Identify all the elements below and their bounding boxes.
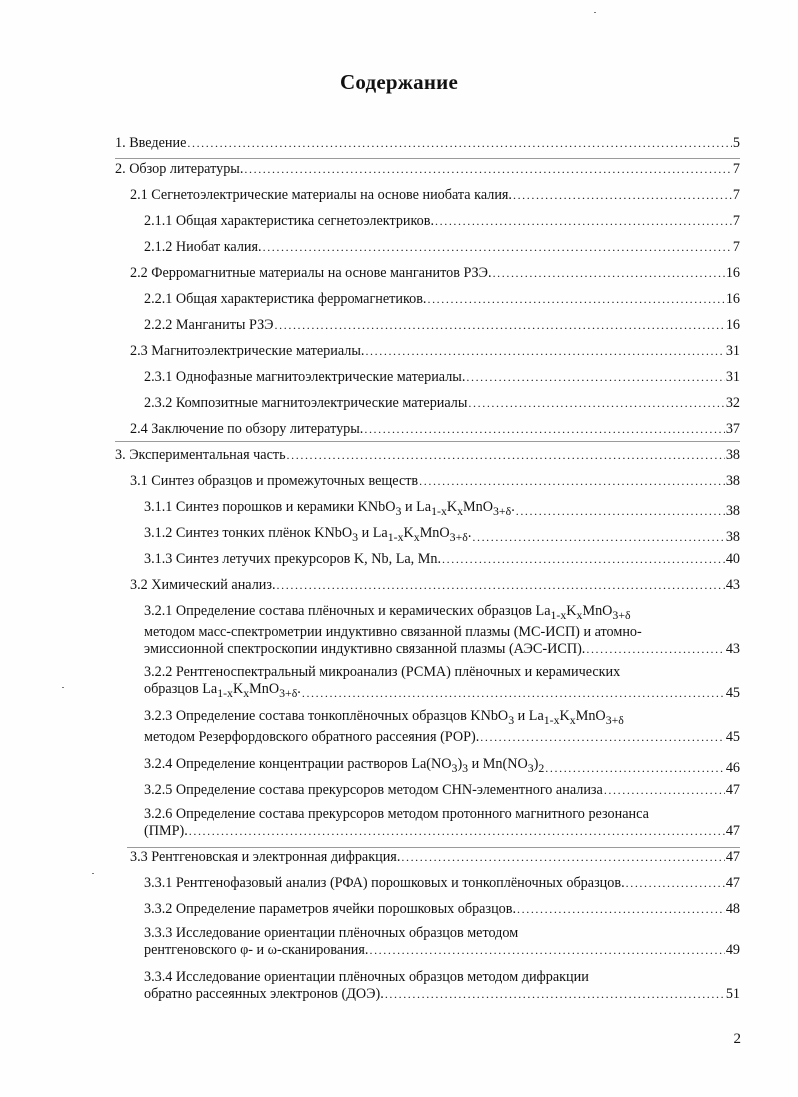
toc-page: 7 xyxy=(732,187,740,203)
toc-page: 38 xyxy=(725,502,740,519)
toc-label: 3.1.2 Синтез тонких плёнок KNbO$_3$ и $La_{1-x}K_xMnO_{3+\delta}$. xyxy=(144,525,472,544)
leader-dots xyxy=(466,369,724,386)
toc-entry[interactable] xyxy=(144,782,740,799)
leader-dots xyxy=(586,641,724,658)
leader-dots xyxy=(545,760,725,777)
toc-entry[interactable] xyxy=(144,969,740,1003)
toc-page: 46 xyxy=(725,759,740,776)
toc-page: 32 xyxy=(725,395,740,411)
toc-page: 43 xyxy=(725,640,740,657)
toc-entry[interactable] xyxy=(144,925,740,959)
toc-page: 37 xyxy=(725,421,740,437)
toc-label: 3.2.4 Определение концентрации растворов $La(NO_3)_3$ и $Mn(NO_3)_2$ xyxy=(144,756,545,775)
toc-page: 49 xyxy=(725,942,740,958)
toc-label: 2.3 Магнитоэлектрические материалы. xyxy=(130,343,365,359)
leader-dots xyxy=(244,161,732,178)
toc-entry[interactable] xyxy=(144,525,740,546)
leader-dots xyxy=(626,875,725,892)
toc-label: 2.2.1 Общая характеристика ферромагнетиков. xyxy=(144,291,427,307)
leader-dots xyxy=(263,239,732,256)
toc-entry[interactable] xyxy=(144,603,740,658)
toc-entry[interactable] xyxy=(130,849,740,866)
toc-entry[interactable] xyxy=(130,421,740,438)
leader-dots xyxy=(419,473,725,490)
leader-dots xyxy=(427,291,724,308)
toc-label: 3.1 Синтез образцов и промежуточных веществ xyxy=(130,473,419,489)
toc-label: 3. Экспериментальная часть xyxy=(115,447,286,463)
toc-entry[interactable] xyxy=(144,664,740,702)
toc-entry[interactable] xyxy=(115,135,740,152)
toc-label: эмиссионной спектроскопии индуктивно связанной плазмы (АЭС-ИСП). xyxy=(144,640,586,657)
leader-dots xyxy=(517,901,725,918)
leader-dots xyxy=(516,503,725,520)
toc-entry[interactable] xyxy=(130,577,740,594)
toc-label: 3.1.1 Синтез порошков и керамики KNbO$_3$ и $La_{1-x}K_xMnO_{3+\delta}$. xyxy=(144,499,515,518)
toc-page: 31 xyxy=(725,369,740,385)
toc-entry[interactable] xyxy=(130,187,740,204)
leader-dots xyxy=(189,823,725,840)
toc-label-line: 3.2.6 Определение состава прекурсоров методом протонного магнитного резонанса xyxy=(144,806,649,822)
toc-entry[interactable] xyxy=(144,756,740,777)
toc-page: 5 xyxy=(732,135,740,151)
toc-label: 3.3.2 Определение параметров ячейки порошковых образцов. xyxy=(144,901,517,917)
leader-dots xyxy=(472,529,724,546)
toc-entry[interactable] xyxy=(144,499,740,520)
toc-entry[interactable] xyxy=(115,447,740,464)
toc-entry[interactable] xyxy=(130,265,740,282)
toc-label: 2.1 Сегнетоэлектрические материалы на основе ниобата калия. xyxy=(130,187,512,203)
toc-entry[interactable] xyxy=(130,343,740,360)
toc-page: 16 xyxy=(725,317,740,333)
leader-dots xyxy=(468,395,724,412)
toc-label: образцов $La_{1-x}K_xMnO_{3+\delta}$. xyxy=(144,681,301,700)
toc-page: 16 xyxy=(725,291,740,307)
toc-page: 45 xyxy=(725,728,740,745)
leader-dots xyxy=(275,317,725,334)
toc-page: 7 xyxy=(732,161,740,177)
toc-label: 3.3.1 Рентгенофазовый анализ (РФА) порошковых и тонкоплёночных образцов. xyxy=(144,875,625,891)
toc-entry[interactable] xyxy=(144,901,740,918)
toc-page: 38 xyxy=(725,447,740,463)
toc-label: рентгеновского φ- и ω-сканирования. xyxy=(144,942,369,958)
leader-dots xyxy=(493,265,725,282)
toc-entry[interactable] xyxy=(144,708,740,746)
toc-page: 7 xyxy=(732,239,740,255)
toc-label: 2.1.2 Ниобат калия. xyxy=(144,239,262,255)
toc-entry[interactable] xyxy=(144,291,740,308)
page-number: 2 xyxy=(733,1031,741,1047)
toc-entry[interactable] xyxy=(144,875,740,892)
toc-label-line: методом масс-спектрометрии индуктивно связанной плазмы (МС-ИСП) и атомно- xyxy=(144,623,642,640)
toc-entry[interactable] xyxy=(144,395,740,412)
leader-dots xyxy=(604,782,725,799)
toc-label: 2.1.1 Общая характеристика сегнетоэлектриков. xyxy=(144,213,435,229)
section-separator xyxy=(127,847,740,848)
toc-page: 45 xyxy=(725,684,740,701)
toc-label: 2.2.2 Манганиты РЗЭ xyxy=(144,317,274,333)
leader-dots xyxy=(365,343,724,360)
toc-entry[interactable] xyxy=(144,806,740,840)
toc-label: обратно рассеянных электронов (ДОЭ). xyxy=(144,986,384,1002)
leader-dots xyxy=(364,421,724,438)
toc-page: 31 xyxy=(725,343,740,359)
toc-entry[interactable] xyxy=(144,317,740,334)
leader-dots xyxy=(401,849,724,866)
toc-label: 2.3.1 Однофазные магнитоэлектрические материалы. xyxy=(144,369,466,385)
toc-label: 2.3.2 Композитные магнитоэлектрические материалы xyxy=(144,395,468,411)
leader-dots xyxy=(302,685,725,702)
toc-page: 38 xyxy=(725,473,740,489)
toc-page: 16 xyxy=(725,265,740,281)
toc-label-line: 3.2.2 Рентгеноспектральный микроанализ (РСМА) плёночных и керамических xyxy=(144,664,621,680)
toc-entry[interactable] xyxy=(130,473,740,490)
toc-page: 47 xyxy=(725,782,740,798)
toc-page: 47 xyxy=(725,823,740,839)
toc-label: (ПМР). xyxy=(144,823,188,839)
leader-dots xyxy=(369,942,724,959)
toc-label-line: 3.2.3 Определение состава тонкоплёночных образцов KNbO$_3$ и $La_{1-x}K_xMnO_{3+\delta}$ xyxy=(144,708,624,727)
toc-page: 7 xyxy=(732,213,740,229)
toc-page: 48 xyxy=(725,901,740,917)
leader-dots xyxy=(385,986,725,1003)
toc-label: методом Резерфордовского обратного рассеяния (РОР). xyxy=(144,728,480,745)
toc-label-line: 3.2.1 Определение состава плёночных и керамических образцов $La_{1-x}K_xMnO_{3+\delta}$ xyxy=(144,603,631,622)
section-separator xyxy=(115,441,740,442)
toc-entry[interactable] xyxy=(115,161,740,178)
toc-entry[interactable] xyxy=(144,551,740,568)
toc-label: 2.2 Ферромагнитные материалы на основе манганитов РЗЭ. xyxy=(130,265,492,281)
toc-page: 38 xyxy=(725,528,740,545)
section-separator xyxy=(115,158,740,159)
toc-label: 1. Введение xyxy=(115,135,187,151)
toc-label: 3.2.5 Определение состава прекурсоров методом CHN-элементного анализа xyxy=(144,782,603,798)
toc-label-line: 3.3.3 Исследование ориентации плёночных образцов методом xyxy=(144,925,519,941)
toc-page: 51 xyxy=(725,986,740,1002)
toc-page: 47 xyxy=(725,875,740,891)
toc-label-line: 3.3.4 Исследование ориентации плёночных образцов методом дифракции xyxy=(144,969,589,985)
page-title: Содержание xyxy=(340,70,458,94)
toc-label: 3.3 Рентгеновская и электронная дифракция. xyxy=(130,849,401,865)
toc-page: 47 xyxy=(725,849,740,865)
leader-dots xyxy=(513,187,732,204)
toc-entry[interactable] xyxy=(144,239,740,256)
toc-label: 2.4 Заключение по обзору литературы. xyxy=(130,421,364,437)
leader-dots xyxy=(435,213,732,230)
leader-dots xyxy=(277,577,725,594)
toc-entry[interactable] xyxy=(144,369,740,386)
toc-entry[interactable] xyxy=(144,213,740,230)
toc-label: 2. Обзор литературы. xyxy=(115,161,244,177)
toc-label: 3.2 Химический анализ. xyxy=(130,577,276,593)
leader-dots xyxy=(187,135,732,152)
toc-page: 40 xyxy=(725,551,740,567)
leader-dots xyxy=(480,729,725,746)
leader-dots xyxy=(442,551,725,568)
toc-page: 43 xyxy=(725,577,740,593)
toc-label: 3.1.3 Синтез летучих прекурсоров K, Nb, La, Mn. xyxy=(144,551,442,567)
leader-dots xyxy=(287,447,725,464)
